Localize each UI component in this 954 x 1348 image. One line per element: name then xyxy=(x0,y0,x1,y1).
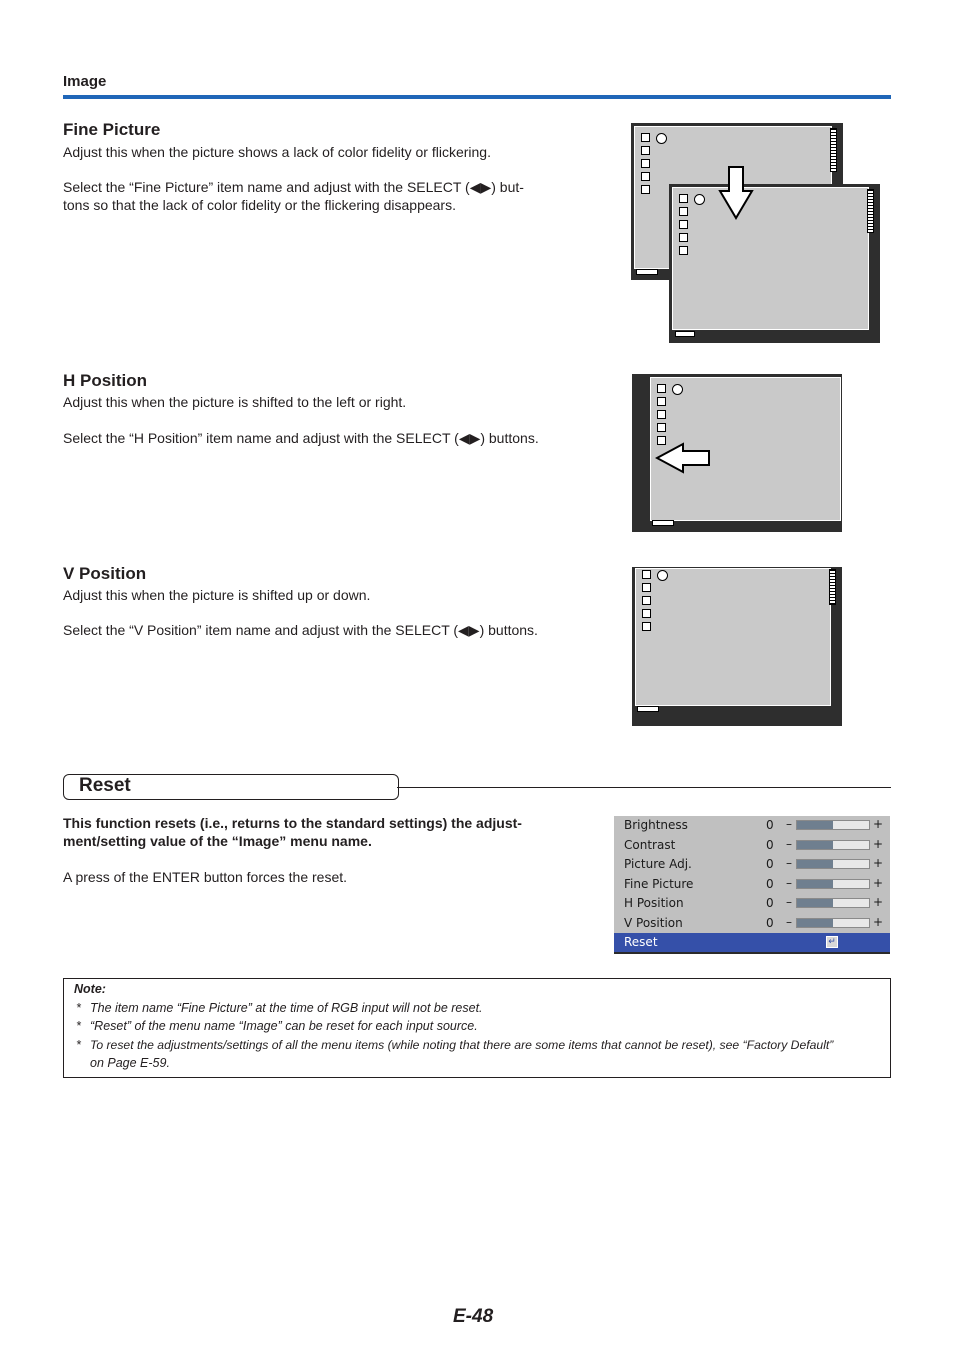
plus-icon: + xyxy=(873,836,884,851)
menu-row-h-position[interactable] xyxy=(614,894,890,913)
circle-icon xyxy=(672,384,683,395)
note-line: “Reset” of the menu name “Image” can be reset for each input source. xyxy=(90,1019,478,1033)
menu-row-brightness[interactable] xyxy=(614,816,890,835)
level-slider[interactable] xyxy=(796,918,870,928)
menu-row-fine-picture[interactable] xyxy=(614,875,890,894)
v-position-desc-1: Adjust this when the picture is shifted up or down. xyxy=(63,587,371,603)
plus-icon: + xyxy=(873,895,884,909)
plus-icon: + xyxy=(873,875,884,890)
note-bullet: * xyxy=(76,1001,81,1015)
level-slider[interactable] xyxy=(796,898,870,908)
circle-icon xyxy=(694,194,705,205)
circle-icon xyxy=(656,133,667,144)
h-position-heading: H Position xyxy=(63,371,148,390)
circle-icon xyxy=(657,570,668,581)
note-bullet: * xyxy=(76,1019,81,1033)
page-number: E-48 xyxy=(453,1306,494,1327)
h-position-desc-1: Adjust this when the picture is shifted to the left or right. xyxy=(63,394,407,410)
folder-icon xyxy=(657,397,666,406)
header-rule xyxy=(63,95,891,99)
minus-icon: – xyxy=(786,914,792,929)
slider-fill xyxy=(797,899,833,907)
copy-icon xyxy=(679,233,688,242)
left-arrow-icon xyxy=(655,442,713,474)
v-position-screen xyxy=(632,567,842,726)
computer-icon xyxy=(641,133,650,142)
trash-icon xyxy=(641,185,650,194)
level-slider[interactable] xyxy=(796,820,870,830)
reset-desc-bold-1: This function resets (i.e., returns to the standard settings) the adjust- xyxy=(63,815,522,831)
desktop-icons xyxy=(642,570,651,631)
fine-picture-screen-front xyxy=(669,184,880,343)
desktop-icons xyxy=(679,194,688,255)
slider-fill xyxy=(797,841,833,849)
menu-value: 0 xyxy=(766,857,774,871)
scrollbar xyxy=(829,569,836,605)
desktop-icons xyxy=(657,384,666,445)
reset-rule xyxy=(397,787,891,788)
menu-label: Contrast xyxy=(624,837,676,852)
copy-icon xyxy=(642,609,651,618)
trash-icon xyxy=(642,622,651,631)
minus-icon: – xyxy=(786,856,792,870)
fine-picture-heading: Fine Picture xyxy=(63,120,161,139)
level-slider[interactable] xyxy=(796,840,870,850)
trash-icon xyxy=(679,246,688,255)
menu-row-reset[interactable] xyxy=(614,933,890,952)
plus-icon: + xyxy=(873,914,884,929)
menu-value: 0 xyxy=(766,896,774,910)
level-slider[interactable] xyxy=(796,879,870,889)
note-line: The item name “Fine Picture” at the time of RGB input will not be reset. xyxy=(90,1001,483,1015)
v-position-heading: V Position xyxy=(63,564,147,583)
plus-icon: + xyxy=(873,817,884,831)
menu-label: Fine Picture xyxy=(624,876,694,891)
taskbar-button xyxy=(652,520,674,526)
copy-icon xyxy=(641,172,650,181)
document-icon xyxy=(657,410,666,419)
note-line: on Page E-59. xyxy=(90,1056,170,1070)
minus-icon: – xyxy=(786,817,792,831)
down-arrow-icon xyxy=(718,166,754,220)
minus-icon: – xyxy=(786,836,792,851)
menu-label: H Position xyxy=(624,896,684,910)
fine-picture-desc-2a: Select the “Fine Picture” item name and adjust with the SELECT (◀▶) but- xyxy=(63,179,524,195)
slider-fill xyxy=(797,821,833,829)
image-menu xyxy=(614,816,890,954)
menu-value: 0 xyxy=(766,837,774,852)
desktop-icons xyxy=(641,133,650,194)
slider-fill xyxy=(797,919,833,927)
document-icon xyxy=(679,220,688,229)
menu-row-v-position[interactable] xyxy=(614,914,890,933)
reset-desc-2: A press of the ENTER button forces the reset. xyxy=(63,869,348,885)
folder-icon xyxy=(642,583,651,592)
minus-icon: – xyxy=(786,875,792,890)
menu-row-contrast[interactable] xyxy=(614,836,890,855)
scrollbar xyxy=(867,189,874,233)
menu-value: 0 xyxy=(766,915,774,930)
enter-icon[interactable]: ↵ xyxy=(826,936,838,948)
note-bullet: * xyxy=(76,1038,81,1052)
menu-label: V Position xyxy=(624,915,683,930)
level-slider[interactable] xyxy=(796,859,870,869)
note-line: To reset the adjustments/settings of all the menu items (while noting that there are some items that cannot be reset), see “Factory Default” xyxy=(90,1038,834,1052)
menu-row-picture-adj[interactable] xyxy=(614,855,890,874)
folder-icon xyxy=(679,207,688,216)
slider-fill xyxy=(797,880,833,888)
menu-label: Brightness xyxy=(624,818,688,832)
reset-desc-bold-2: ment/setting value of the “Image” menu name. xyxy=(63,833,372,849)
menu-label: Picture Adj. xyxy=(624,857,692,871)
slider-fill xyxy=(797,860,833,868)
menu-label: Reset xyxy=(624,935,658,949)
copy-icon xyxy=(657,423,666,432)
h-position-desc-2: Select the “H Position” item name and adjust with the SELECT (◀▶) buttons. xyxy=(63,430,539,446)
note-title: Note: xyxy=(74,982,106,996)
taskbar-button xyxy=(637,706,659,712)
menu-value: 0 xyxy=(766,876,774,891)
plus-icon: + xyxy=(873,856,884,870)
fine-picture-desc-1: Adjust this when the picture shows a lack of color fidelity or flickering. xyxy=(63,144,491,160)
section-header: Image xyxy=(63,73,107,90)
minus-icon: – xyxy=(786,895,792,909)
taskbar-button xyxy=(675,331,695,337)
menu-value: 0 xyxy=(766,818,774,832)
reset-heading: Reset xyxy=(79,775,131,796)
taskbar-button xyxy=(636,269,658,275)
computer-icon xyxy=(657,384,666,393)
computer-icon xyxy=(642,570,651,579)
computer-icon xyxy=(679,194,688,203)
document-icon xyxy=(642,596,651,605)
scrollbar xyxy=(830,128,837,172)
document-icon xyxy=(641,159,650,168)
v-position-desc-2: Select the “V Position” item name and adjust with the SELECT (◀▶) buttons. xyxy=(63,622,538,638)
folder-icon xyxy=(641,146,650,155)
fine-picture-desc-2b: tons so that the lack of color fidelity or the flickering disappears. xyxy=(63,197,456,213)
